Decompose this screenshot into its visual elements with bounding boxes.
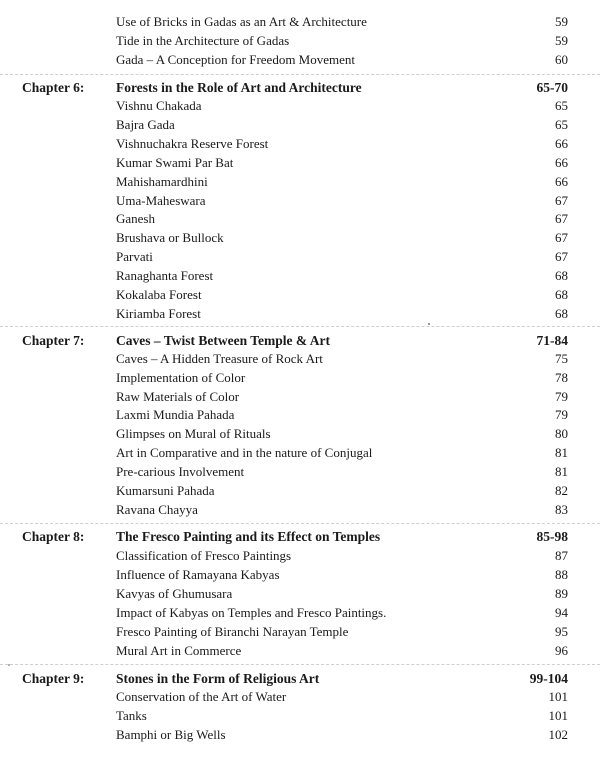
toc-entry-page: 68 <box>555 268 568 283</box>
toc-entry-page: 101 <box>548 708 568 723</box>
chapter-pages: 99-104 <box>529 671 568 686</box>
toc-entry[interactable] <box>116 50 568 69</box>
toc-entry-page: 96 <box>555 643 568 658</box>
toc-entry-page: 66 <box>555 155 568 170</box>
chapter-label: Chapter 6: <box>22 80 85 95</box>
toc-entry-title: Ranaghanta Forest <box>116 268 214 283</box>
toc-entry[interactable] <box>116 304 568 323</box>
chapter-pages: 65-70 <box>536 80 568 95</box>
toc-entry[interactable] <box>116 12 568 31</box>
toc-entry-page: 66 <box>555 136 568 151</box>
toc-entry[interactable] <box>116 387 568 406</box>
toc-entry-title: Parvati <box>116 249 153 264</box>
toc-entry[interactable] <box>116 687 568 706</box>
toc-entry[interactable] <box>116 191 568 210</box>
toc-entry-page: 95 <box>555 624 568 639</box>
toc-entry[interactable] <box>116 462 568 481</box>
toc-entry-title: Mural Art in Commerce <box>116 643 242 658</box>
chapter-title: Stones in the Form of Religious Art <box>116 671 320 686</box>
toc-entry-title: Uma-Maheswara <box>116 193 206 208</box>
toc-entry-page: 67 <box>555 230 568 245</box>
toc-entry-title: Kumarsuni Pahada <box>116 483 215 498</box>
toc-entry-title: Ravana Chayya <box>116 502 198 517</box>
toc-entry-title: Gada – A Conception for Freedom Movement <box>116 52 356 67</box>
toc-entry[interactable] <box>116 546 568 565</box>
toc-entry-title: Implementation of Color <box>116 370 246 385</box>
toc-entry[interactable] <box>116 134 568 153</box>
chapter-pages: 85-98 <box>536 529 568 544</box>
toc-entry[interactable] <box>116 228 568 247</box>
toc-entry-title: Kokalaba Forest <box>116 287 202 302</box>
chapter-label: Chapter 7: <box>22 333 85 348</box>
toc-entry-title: Mahishamardhini <box>116 174 208 189</box>
toc-entry[interactable] <box>116 500 568 519</box>
toc-entry-title: Kiriamba Forest <box>116 306 201 321</box>
toc-entry[interactable] <box>116 443 568 462</box>
toc-entry[interactable] <box>116 349 568 368</box>
toc-entry[interactable] <box>116 247 568 266</box>
toc-entry-page: 59 <box>555 14 568 29</box>
toc-entry[interactable] <box>116 368 568 387</box>
toc-entry[interactable] <box>116 266 568 285</box>
chapter-pages: 71-84 <box>536 333 568 348</box>
toc-entry-title: Pre-carious Involvement <box>116 464 245 479</box>
toc-entry-page: 83 <box>555 502 568 517</box>
section-divider <box>0 326 600 327</box>
toc-entry-title: Kavyas of Ghumusara <box>116 586 233 601</box>
chapter-label: Chapter 9: <box>22 671 85 686</box>
toc-entry[interactable] <box>116 603 568 622</box>
toc-entry-title: Vishnuchakra Reserve Forest <box>116 136 269 151</box>
toc-entry-page: 68 <box>555 287 568 302</box>
toc-entry-page: 102 <box>548 727 568 742</box>
toc-entry-page: 66 <box>555 174 568 189</box>
toc-entry-page: 67 <box>555 249 568 264</box>
chapter-heading-6[interactable] <box>22 78 568 97</box>
toc-entry-page: 79 <box>555 389 568 404</box>
toc-entry-title: Bajra Gada <box>116 117 175 132</box>
toc-entry[interactable] <box>116 565 568 584</box>
toc-entry-title: Conservation of the Art of Water <box>116 689 287 704</box>
toc-entry[interactable] <box>116 481 568 500</box>
toc-entry-page: 60 <box>555 52 568 67</box>
toc-entry-page: 80 <box>555 426 568 441</box>
toc-entry-title: Laxmi Mundia Pahada <box>116 407 235 422</box>
toc-entry-page: 65 <box>555 117 568 132</box>
toc-entry-page: 87 <box>555 548 568 563</box>
toc-entry-title: Impact of Kabyas on Temples and Fresco Paintings. <box>116 605 387 620</box>
toc-entry[interactable] <box>116 584 568 603</box>
toc-entry-page: 65 <box>555 98 568 113</box>
chapter-title: The Fresco Painting and its Effect on Temples <box>116 529 381 544</box>
toc-entry-page: 67 <box>555 193 568 208</box>
print-speck <box>8 664 10 666</box>
toc-entry-title: Fresco Painting of Biranchi Narayan Temple <box>116 624 349 639</box>
toc-entry-page: 81 <box>555 464 568 479</box>
toc-entry[interactable] <box>116 706 568 725</box>
toc-entry-title: Caves – A Hidden Treasure of Rock Art <box>116 351 323 366</box>
toc-entry-title: Influence of Ramayana Kabyas <box>116 567 280 582</box>
toc-entry-title: Vishnu Chakada <box>116 98 202 113</box>
toc-entry-title: Bamphi or Big Wells <box>116 727 226 742</box>
toc-entry-page: 89 <box>555 586 568 601</box>
toc-entry-title: Tanks <box>116 708 147 723</box>
toc-entry-title: Ganesh <box>116 211 155 226</box>
toc-entry[interactable] <box>116 153 568 172</box>
toc-entry[interactable] <box>116 424 568 443</box>
toc-entry[interactable] <box>116 725 568 744</box>
section-divider <box>0 664 600 665</box>
toc-entry-page: 81 <box>555 445 568 460</box>
toc-entry[interactable] <box>116 641 568 660</box>
toc-entry[interactable] <box>116 622 568 641</box>
print-speck <box>428 323 430 325</box>
toc-entry-page: 101 <box>548 689 568 704</box>
toc-entry[interactable] <box>116 285 568 304</box>
toc-entry[interactable] <box>116 115 568 134</box>
toc-entry-page: 67 <box>555 211 568 226</box>
chapter-label: Chapter 8: <box>22 529 85 544</box>
chapter-title: Caves – Twist Between Temple & Art <box>116 333 330 348</box>
toc-entry-page: 82 <box>555 483 568 498</box>
chapter-heading-7[interactable] <box>22 331 568 350</box>
toc-entry-page: 75 <box>555 351 568 366</box>
toc-entry-page: 59 <box>555 33 568 48</box>
toc-entry[interactable] <box>116 31 568 50</box>
toc-entry-title: Classification of Fresco Paintings <box>116 548 292 563</box>
toc-entry-title: Use of Bricks in Gadas as an Art & Architecture <box>116 14 367 29</box>
toc-entry-page: 78 <box>555 370 568 385</box>
toc-entry-title: Glimpses on Mural of Rituals <box>116 426 271 441</box>
toc-entry-page: 94 <box>555 605 568 620</box>
toc-entry-title: Raw Materials of Color <box>116 389 240 404</box>
chapter-heading-9[interactable] <box>22 669 568 688</box>
toc-entry-title: Tide in the Architecture of Gadas <box>116 33 290 48</box>
toc-entry-title: Brushava or Bullock <box>116 230 224 245</box>
toc-entry-title: Art in Comparative and in the nature of Conjugal <box>116 445 373 460</box>
toc-entry[interactable] <box>116 209 568 228</box>
toc-entry-page: 68 <box>555 306 568 321</box>
chapter-title: Forests in the Role of Art and Architecture <box>116 80 362 95</box>
section-divider <box>0 74 600 75</box>
toc-entry[interactable] <box>116 172 568 191</box>
toc-entry[interactable] <box>116 96 568 115</box>
section-divider <box>0 523 600 524</box>
toc-entry-page: 88 <box>555 567 568 582</box>
toc-entry[interactable] <box>116 405 568 424</box>
toc-entry-page: 79 <box>555 407 568 422</box>
chapter-heading-8[interactable] <box>22 527 568 546</box>
toc-entry-title: Kumar Swami Par Bat <box>116 155 234 170</box>
